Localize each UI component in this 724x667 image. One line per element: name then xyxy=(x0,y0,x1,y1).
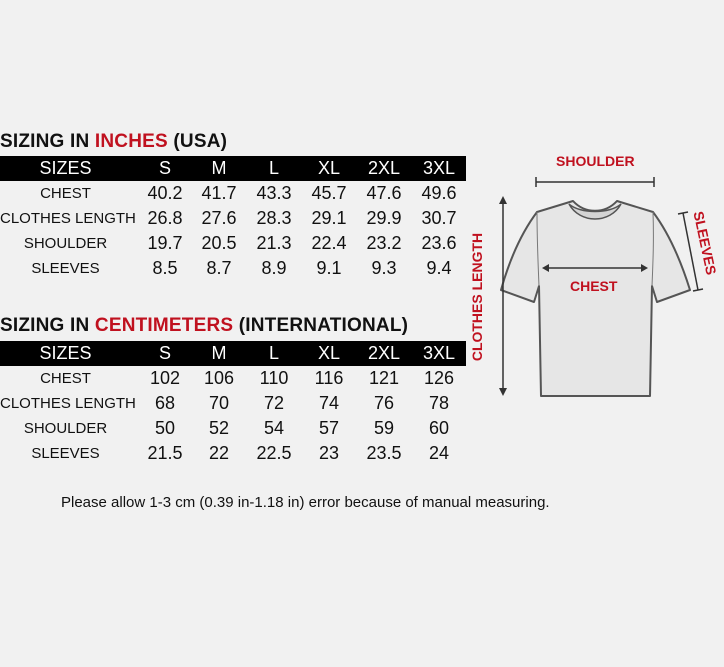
table-cell: 116 xyxy=(314,368,344,388)
table-cell: 20.5 xyxy=(201,233,237,253)
table-cell: 23.2 xyxy=(366,233,402,253)
table-cell: 70 xyxy=(208,393,230,413)
clothes-length-label: CLOTHES LENGTH xyxy=(469,232,485,362)
table-cell: 60 xyxy=(428,418,450,438)
table-cell: 28.3 xyxy=(256,208,292,228)
header-size-2xl: 2XL xyxy=(367,343,401,363)
table-cell: 45.7 xyxy=(311,183,347,203)
table-cell: 50 xyxy=(154,418,176,438)
header-size-s: S xyxy=(158,158,171,178)
table-cell: 21.5 xyxy=(147,443,183,463)
table-cell: 21.3 xyxy=(256,233,292,253)
shoulder-label: SHOULDER xyxy=(556,153,635,169)
measurement-note: Please allow 1-3 cm (0.39 in-1.18 in) error because of manual measuring. xyxy=(61,494,550,511)
table-cell: 72 xyxy=(263,393,285,413)
header-sizes: SIZES xyxy=(39,343,92,363)
table-cell: 23.5 xyxy=(366,443,402,463)
header-size-l: L xyxy=(268,343,279,363)
table-cell: 52 xyxy=(208,418,230,438)
table-row xyxy=(0,391,466,416)
table-row xyxy=(0,366,466,391)
header-size-s: S xyxy=(158,343,171,363)
header-size-3xl: 3XL xyxy=(422,343,456,363)
table-cell: 23 xyxy=(318,443,340,463)
row-label: SHOULDER xyxy=(23,420,108,437)
table-cell: 22.4 xyxy=(311,233,347,253)
table-cell: 9.3 xyxy=(371,258,397,278)
table-cell: 102 xyxy=(149,368,181,388)
table-cell: 121 xyxy=(368,368,400,388)
table-cell: 78 xyxy=(428,393,450,413)
table-cell: 19.7 xyxy=(147,233,183,253)
table-cell: 22.5 xyxy=(256,443,292,463)
centimeters-title-suffix: (INTERNATIONAL) xyxy=(233,315,409,336)
table-cell: 49.6 xyxy=(421,183,457,203)
tshirt-icon xyxy=(501,201,690,396)
table-cell: 57 xyxy=(318,418,340,438)
row-label: CLOTHES LENGTH xyxy=(0,210,136,227)
inches-title-accent: INCHES xyxy=(94,131,168,152)
table-row xyxy=(0,231,466,256)
header-size-xl: XL xyxy=(317,158,341,178)
row-label: SLEEVES xyxy=(31,260,100,277)
table-cell: 8.9 xyxy=(261,258,287,278)
row-label: CLOTHES LENGTH xyxy=(0,395,136,412)
chest-label: CHEST xyxy=(570,278,618,294)
tshirt-diagram xyxy=(470,150,724,400)
table-cell: 54 xyxy=(263,418,285,438)
table-row xyxy=(0,441,466,466)
table-cell: 47.6 xyxy=(366,183,402,203)
length-arrow-icon xyxy=(499,196,507,396)
table-cell: 29.9 xyxy=(366,208,402,228)
table-cell: 74 xyxy=(318,393,340,413)
row-label: CHEST xyxy=(40,185,91,202)
header-size-m: M xyxy=(211,158,227,178)
table-cell: 9.1 xyxy=(316,258,342,278)
inches-header-row xyxy=(0,156,466,181)
centimeters-table xyxy=(0,341,466,466)
inches-title-prefix: SIZING IN xyxy=(0,131,95,152)
sleeves-label: SLEEVES xyxy=(690,209,720,277)
table-cell: 43.3 xyxy=(256,183,292,203)
table-cell: 76 xyxy=(373,393,395,413)
table-cell: 26.8 xyxy=(147,208,183,228)
table-cell: 27.6 xyxy=(201,208,237,228)
centimeters-header-row xyxy=(0,341,466,366)
table-cell: 23.6 xyxy=(421,233,457,253)
inches-table xyxy=(0,156,466,281)
table-cell: 22 xyxy=(208,443,230,463)
centimeters-title-accent: CENTIMETERS xyxy=(94,315,234,336)
table-cell: 59 xyxy=(373,418,395,438)
table-cell: 8.5 xyxy=(152,258,178,278)
header-size-l: L xyxy=(268,158,279,178)
table-row xyxy=(0,206,466,231)
table-cell: 9.4 xyxy=(426,258,452,278)
table-cell: 41.7 xyxy=(201,183,237,203)
inches-title xyxy=(0,131,227,153)
table-row xyxy=(0,256,466,281)
table-cell: 68 xyxy=(154,393,176,413)
centimeters-title-prefix: SIZING IN xyxy=(0,315,95,336)
header-size-3xl: 3XL xyxy=(422,158,456,178)
row-label: SLEEVES xyxy=(31,445,100,462)
inches-title-suffix: (USA) xyxy=(167,131,228,152)
row-label: CHEST xyxy=(40,370,91,387)
shoulder-arrow-icon xyxy=(536,177,654,187)
table-cell: 110 xyxy=(259,368,289,388)
header-sizes: SIZES xyxy=(39,158,92,178)
header-size-2xl: 2XL xyxy=(367,158,401,178)
table-cell: 24 xyxy=(428,443,450,463)
table-cell: 30.7 xyxy=(421,208,457,228)
table-cell: 8.7 xyxy=(206,258,232,278)
table-cell: 126 xyxy=(423,368,455,388)
row-label: SHOULDER xyxy=(23,235,108,252)
table-row xyxy=(0,416,466,441)
table-cell: 106 xyxy=(203,368,235,388)
table-row xyxy=(0,181,466,206)
table-cell: 40.2 xyxy=(147,183,183,203)
header-size-m: M xyxy=(211,343,227,363)
centimeters-title xyxy=(0,315,408,337)
table-cell: 29.1 xyxy=(311,208,347,228)
header-size-xl: XL xyxy=(317,343,341,363)
